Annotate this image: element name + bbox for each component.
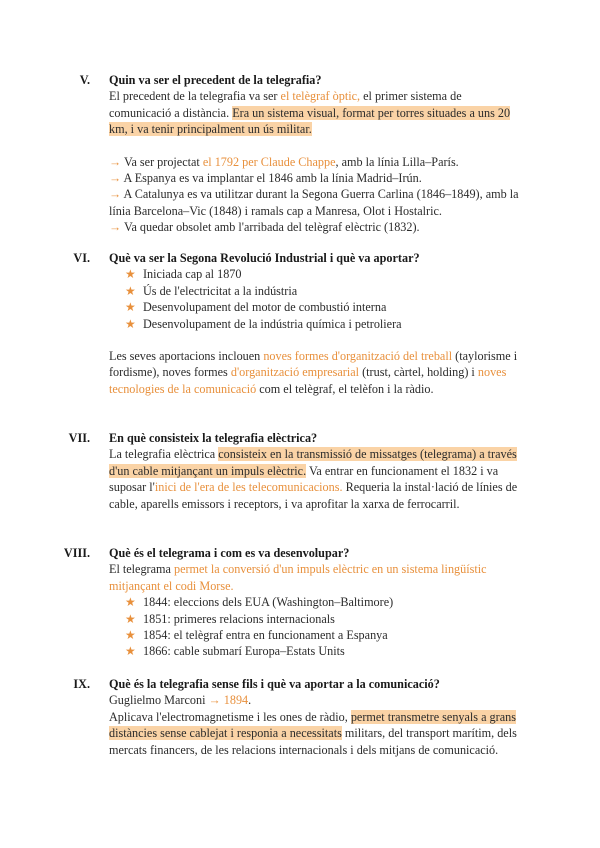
orange-text: noves tecnologies de la comunicació (109, 365, 507, 396)
text-run: com el telègraf, el telèfon i la ràdio. (256, 381, 434, 396)
star-icon: ★ (125, 644, 136, 659)
list-item (109, 611, 521, 627)
list-item (109, 316, 521, 332)
text-run: La telegrafia elèctrica (109, 447, 219, 462)
section-content (109, 545, 521, 660)
orange-text: el telègraf òptic, (280, 89, 361, 104)
text-run: Guglielmo Marconi (109, 693, 209, 708)
paragraph (109, 709, 521, 758)
star-icon: ★ (125, 267, 136, 282)
list-item (109, 299, 521, 315)
arrow-line (109, 186, 521, 219)
text-run: A Espanya es va implantar el 1846 amb la línia Madrid–Irún. (121, 171, 422, 186)
section-content (109, 250, 521, 397)
section-content (109, 430, 521, 512)
arrow-icon: → (109, 187, 122, 202)
section-content (109, 72, 521, 236)
list-item-text: 1866: cable submarí Europa–Estats Units (143, 644, 345, 659)
text-run: Va quedar obsolet amb l'arribada del telègraf elèctric (1832). (121, 220, 420, 235)
orange-text: el 1792 per Claude Chappe (202, 154, 336, 169)
text-run: Requeria la instal·lació de línies de cable, aparells emissors i receptors, i va aprofitar la xarxa de ferrocarril. (109, 480, 518, 511)
star-icon: ★ (125, 628, 136, 643)
orange-text: d'organització empresarial (230, 365, 360, 380)
star-icon: ★ (125, 611, 136, 626)
arrow-icon: → (109, 171, 122, 186)
arrow-icon: → (109, 154, 122, 169)
list-item-text: Desenvolupament del motor de combustió interna (143, 300, 387, 315)
paragraph (109, 561, 521, 594)
star-icon: ★ (125, 595, 136, 610)
highlighted-text: permet transmetre senyals a grans distàncies sense cablejat i responia a necessitats (109, 709, 516, 741)
orange-text: → 1894 (208, 693, 249, 708)
section-content (109, 676, 521, 758)
bullet-list (109, 266, 521, 332)
orange-text: permet la conversió d'un impuls elèctric en un sistema lingüístic mitjançant el codi Morse. (109, 562, 487, 593)
text-run: Va ser projectat (121, 154, 203, 169)
text-run: Les seves aportacions inclouen (109, 349, 264, 364)
text-run: . (248, 693, 252, 708)
text-run: (taylorisme i fordisme), noves formes (109, 349, 518, 380)
list-item (109, 594, 521, 610)
list-item (109, 266, 521, 282)
list-item-text: 1851: primeres relacions internacionals (143, 611, 335, 626)
paragraph (109, 88, 521, 137)
paragraph (109, 348, 521, 397)
bullet-list (109, 594, 521, 660)
paragraph (109, 446, 521, 512)
star-icon: ★ (125, 300, 136, 315)
section-numeral: VIII. (63, 546, 90, 560)
section-numeral: VI. (73, 251, 90, 265)
text-run: el primer sistema de comunicació a distància. (109, 89, 462, 120)
highlighted-text: Era un sistema visual, format per torres situades a uns 20 km, i va tenir principalment un ús militar. (109, 105, 511, 137)
text-run: A Catalunya es va utilitzar durant la Segona Guerra Carlina (1846–1849), amb la línia Barcelona–Vic (1848) i ramals cap a Manresa, Olot i Hostalric. (109, 187, 519, 218)
text-run: , amb la línia Lilla–París. (335, 154, 459, 169)
star-icon: ★ (125, 283, 136, 298)
text-run: Va entrar en funcionament el 1832 i va suposar l' (109, 463, 499, 495)
list-item-text: 1844: eleccions dels EUA (Washington–Baltimore) (143, 595, 394, 610)
orange-text: inici de l'era de les telecomunicacions. (154, 480, 343, 495)
orange-text: noves formes d'organització del treball (263, 349, 453, 364)
list-item-text: Desenvolupament de la indústria química i petroliera (143, 316, 402, 331)
list-item-text: 1854: el telègraf entra en funcionament a Espanya (143, 628, 388, 643)
section-numeral: V. (79, 73, 90, 87)
list-item (109, 627, 521, 643)
paragraph (109, 692, 521, 708)
section-numeral: VII. (68, 431, 90, 445)
list-item (109, 643, 521, 659)
section-numeral: IX. (73, 677, 90, 691)
text-run: Aplicava l'electromagnetisme i les ones de ràdio, (109, 709, 351, 724)
text-run: (trust, càrtel, holding) i (359, 365, 478, 380)
section-question: En què consisteix la telegrafia elèctrica? (109, 431, 318, 445)
section-question: Què va ser la Segona Revolució Industrial i què va aportar? (109, 251, 420, 265)
star-icon: ★ (125, 316, 136, 331)
section-question: Què és la telegrafia sense fils i què va aportar a la comunicació? (109, 677, 440, 691)
section-question: Quin va ser el precedent de la telegrafia? (109, 73, 322, 87)
text-run: militars, del transport marítim, dels mercats financers, de les relacions internacionals i dels mitjans de comunicació. (109, 726, 517, 757)
arrow-line (109, 219, 521, 235)
highlighted-text: consisteix en la transmissió de missatges (telegrama) a través d'un cable mitjançant un impuls elèctric. (109, 447, 517, 478)
list-item-text: Iniciada cap al 1870 (143, 267, 242, 282)
list-item (109, 283, 521, 299)
section-question: Què és el telegrama i com es va desenvolupar? (109, 546, 350, 560)
arrow-line (109, 170, 521, 186)
text-run: El precedent de la telegrafia va ser (109, 89, 281, 104)
text-run: El telegrama (109, 562, 174, 577)
arrow-line (109, 154, 521, 170)
list-item-text: Ús de l'electricitat a la indústria (143, 283, 298, 298)
arrow-icon: → (109, 220, 122, 235)
